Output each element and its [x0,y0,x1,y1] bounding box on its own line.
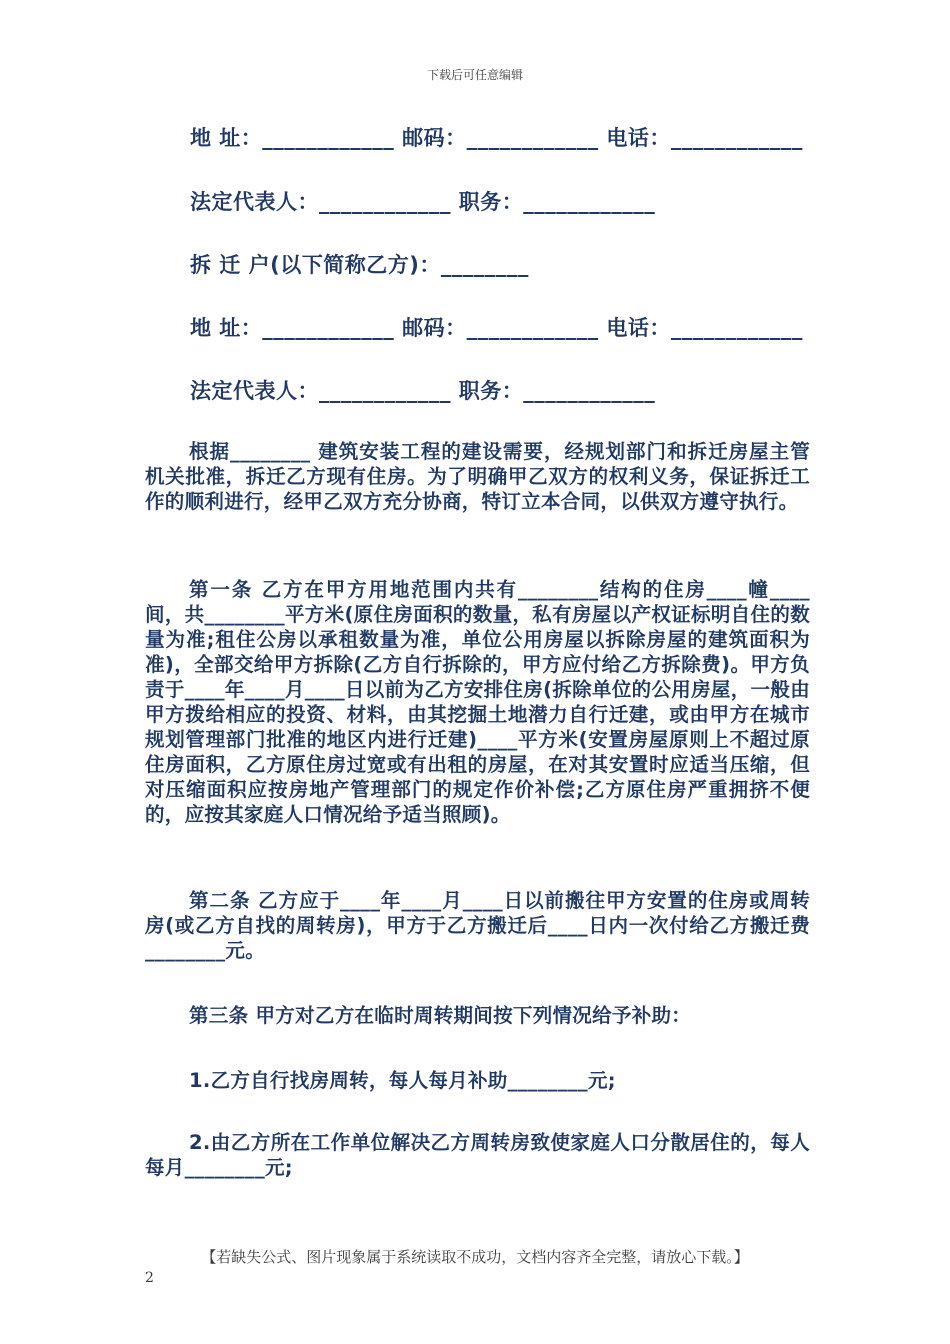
article-1: 第一条 乙方在甲方用地范围内共有________结构的住房____幢____间，共________平方米(原住房面积的数量，私有房屋以产权证标明自住的数量为准;租住公房以承租数量为准，单位公用房屋以拆除房屋的建筑面积为准)，全部交给甲方拆除(乙方自行拆除的，甲方应付给乙方拆除费)。甲方负责于____年____月____日以前为乙方安排住房(拆除单位的公用房屋，一般由甲方拨给相应的投资、材料，由其挖掘土地潜力自行迁建，或由甲方在城市规划管理部门批准的地区内进行迁建)____平方米(安置房屋原则上不超过原住房面积，乙方原住房过宽或有出租的房屋，在对其安置时应适当压缩，但对压缩面积应按房地产管理部门的规定作价补偿;乙方原住房严重拥挤不便的，应按其家庭人口情况给予适当照顾)。 [145,578,810,826]
article-3: 第三条 甲方对乙方在临时周转期间按下列情况给予补助： [189,1004,692,1027]
article-2: 第二条 乙方应于____年____月____日以前搬往甲方安置的住房或周转房(或乙方自找的周转房)，甲方于乙方搬迁后____日内一次付给乙方搬迁费________元。 [145,889,810,962]
party-b-line: 拆 迁 户(以下简称乙方)：________ [190,253,529,277]
party-a-representative-line: 法定代表人：____________ 职务：____________ [190,190,656,214]
party-a-address-line: 地 址：____________ 邮码：____________ 电话：____________ [190,126,803,150]
footer-note: 【若缺失公式、图片现象属于系统读取不成功，文档内容齐全完整，请放心下载。】 [201,1248,749,1266]
item-1: 1.乙方自行找房周转，每人每月补助________元; [189,1069,616,1092]
page-number: 2 [145,1270,154,1286]
party-b-representative-line: 法定代表人：____________ 职务：____________ [190,379,656,403]
item-2: 2.由乙方所在工作单位解决乙方周转房致使家庭人口分散居住的，每人每月________元; [145,1131,810,1179]
intro-paragraph: 根据________ 建筑安装工程的建设需要，经规划部门和拆迁房屋主管机关批准，拆迁乙方现有住房。为了明确甲乙双方的权利义务，保证拆迁工作的顺利进行，经甲乙双方充分协商，特订立本合同，以供双方遵守执行。 [145,440,810,513]
party-b-address-line: 地 址：____________ 邮码：____________ 电话：____________ [190,316,803,340]
header-note: 下载后可任意编辑 [426,68,523,82]
